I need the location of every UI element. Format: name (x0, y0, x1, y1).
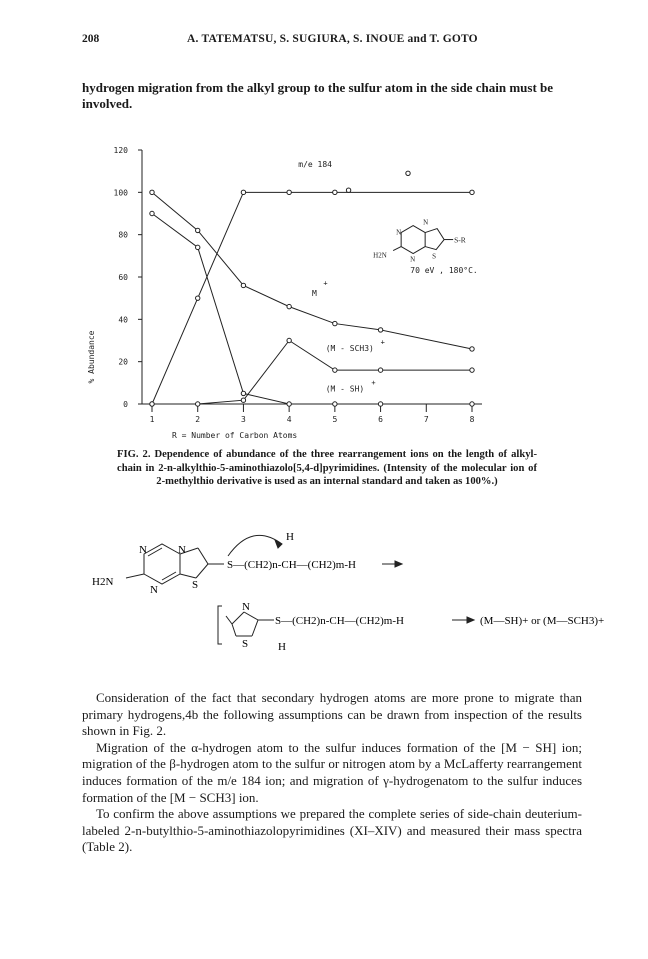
label-msch3-sup: + (380, 338, 385, 347)
data-point (470, 190, 474, 194)
body-paragraph: Migration of the α-hydrogen atom to the sulfur induces formation of the [M − SH] ion; migration of the β-hydrogen atom to the sulfur or nitrogen atom by a McLafferty rearrangement induces formation of the m/e 184 ion; and migration of γ-hydrogenatom to the sulfur induces formation of the [M − SCH3] ion. (82, 739, 582, 805)
data-point (150, 190, 154, 194)
data-point (333, 190, 337, 194)
data-point (287, 190, 291, 194)
data-point (346, 188, 350, 192)
inset-sr: S-R (454, 235, 466, 245)
x-tick-label: 1 (149, 415, 155, 424)
inset-n2: N (423, 218, 429, 227)
bottom-side-chain: S—(CH2)n-CH—(CH2)m-H (275, 615, 404, 627)
label-conditions: 70 eV , 180°C. (410, 265, 478, 275)
y-tick-label: 120 (113, 146, 128, 155)
x-tick-label: 5 (332, 415, 338, 424)
data-point (196, 296, 200, 300)
inset-n3: N (410, 255, 416, 264)
y-tick-label: 20 (118, 357, 128, 367)
data-point (333, 402, 337, 406)
x-tick-label: 2 (195, 415, 201, 424)
y-tick-label: 40 (118, 315, 128, 325)
ring-n3: N (150, 584, 158, 596)
inset-s: S (432, 252, 437, 261)
reaction-scheme (82, 520, 605, 670)
inset-amine: H2N (373, 251, 387, 260)
data-point (196, 402, 200, 406)
intro-paragraph: hydrogen migration from the alkyl group to the sulfur atom in the side chain must be involved. (82, 80, 554, 111)
amine-group: H2N (92, 576, 114, 588)
data-point (470, 368, 474, 372)
bottom-h: H (278, 641, 286, 653)
label-msh-sup: + (371, 378, 376, 387)
data-point (378, 402, 382, 406)
figure-caption: FIG. 2. Dependence of abundance of the three rearrangement ions on the length of alkyl-chain in 2-n-alkylthio-5-aminothiazolo[5,4-d]pyrimidines. (Intensity of the molecular ion of 2-methylthio derivative is used as an internal standard and taken as 100%.) (117, 449, 537, 487)
label-msch3: (M - SCH3) (325, 344, 374, 354)
migrating-h: H (286, 531, 294, 543)
data-point (287, 304, 291, 308)
series-line (152, 214, 472, 405)
x-tick-label: 8 (469, 415, 475, 424)
data-point (150, 402, 154, 406)
ring-n1: N (139, 544, 147, 556)
x-tick-label: 3 (241, 415, 246, 424)
data-point (150, 211, 154, 215)
body-text (82, 690, 582, 856)
data-point (287, 338, 291, 342)
x-tick-label: 7 (423, 415, 429, 424)
product-ions: (M—SH)+ or (M—SCH3)+ (480, 615, 605, 627)
bottom-ring-n: N (242, 601, 250, 613)
y-axis-label: % Abundance (87, 330, 96, 384)
label-msh: (M - SH) (325, 384, 365, 394)
data-point (196, 228, 200, 232)
data-point (333, 321, 337, 325)
data-point (378, 328, 382, 332)
ring-n2: N (178, 544, 186, 556)
data-point (241, 398, 245, 402)
y-tick-label: 80 (118, 230, 128, 240)
data-point (470, 347, 474, 351)
y-tick-label: 0 (123, 400, 128, 409)
series-line (152, 338, 472, 405)
data-point (241, 283, 245, 287)
inset-structure (393, 226, 453, 254)
x-tick-label: 6 (378, 415, 383, 424)
label-mplus-sup: + (323, 279, 328, 288)
inset-ring (401, 226, 425, 254)
data-point (470, 402, 474, 406)
data-point (241, 190, 245, 194)
body-paragraph: Consideration of the fact that secondary hydrogen atoms are more prone to migrate than primary hydrogens,4b the following assumptions can be drawn from inspection of the results shown in Fig. 2. (82, 690, 582, 739)
label-mplus: M (312, 289, 317, 299)
inset-ring (425, 229, 444, 250)
abundance-chart (82, 140, 522, 440)
x-axis-label: R = Number of Carbon Atoms (172, 431, 298, 440)
data-point (196, 245, 200, 249)
ring-s: S (192, 579, 199, 591)
label-me184: m/e 184 (298, 159, 333, 169)
y-tick-label: 100 (113, 188, 128, 198)
x-tick-label: 4 (286, 415, 292, 424)
data-point (287, 402, 291, 406)
data-point (378, 368, 382, 372)
body-paragraph: To confirm the above assumptions we prepared the complete series of side-chain deuterium-labeled 2-n-butylthio-5-aminothiazolopyrimidines (XI–XIV) and measured their mass spectra (Table 2). (82, 806, 582, 855)
inset-bond (393, 247, 401, 251)
y-tick-label: 60 (118, 273, 128, 282)
top-side-chain: S—(CH2)n-CH—(CH2)m-H (227, 559, 356, 571)
running-authors: A. TATEMATSU, S. SUGIURA, S. INOUE and T. GOTO (187, 33, 478, 45)
data-point (333, 368, 337, 372)
data-point (241, 391, 245, 395)
inset-n1: N (396, 228, 402, 237)
page-number: 208 (82, 33, 100, 45)
bottom-ring-s: S (242, 638, 249, 650)
data-point (406, 171, 410, 175)
